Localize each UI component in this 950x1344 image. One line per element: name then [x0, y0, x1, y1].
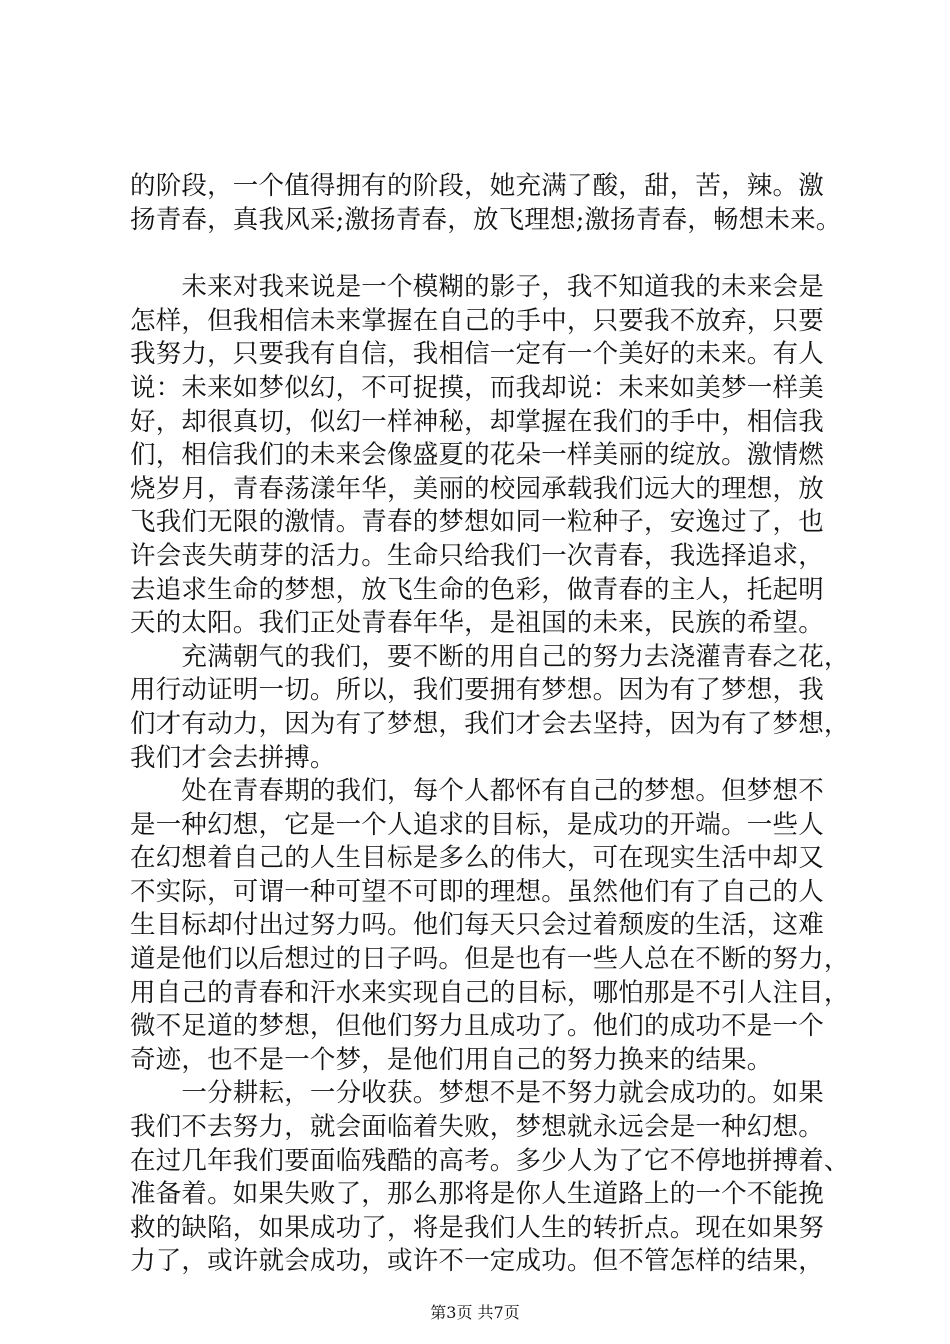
text-line: 奇迹，也不是一个梦，是他们用自己的努力换来的结果。 — [130, 1044, 773, 1075]
text-line: 在幻想着自己的人生目标是多么的伟大，可在现实生活中却又 — [130, 843, 824, 874]
text-line: 生目标却付出过努力吗。他们每天只会过着颓废的生活，这难 — [130, 910, 824, 941]
text-line: 用行动证明一切。所以，我们要拥有梦想。因为有了梦想，我 — [130, 675, 824, 706]
text-line: 们才有动力，因为有了梦想，我们才会去坚持，因为有了梦想， — [130, 708, 850, 739]
text-line: 好，却很真切，似幻一样神秘，却掌握在我们的手中，相信我 — [130, 406, 824, 437]
text-line: 去追求生命的梦想，放飞生命的色彩，做青春的主人，托起明 — [130, 574, 824, 605]
text-line: 我们不去努力，就会面临着失败，梦想就永远会是一种幻想。 — [130, 1112, 824, 1143]
text-line: 微不足道的梦想，但他们努力且成功了。他们的成功不是一个 — [130, 1011, 824, 1042]
text-line: 一分耕耘，一分收获。梦想不是不努力就会成功的。如果 — [130, 1078, 824, 1109]
paragraph — [130, 1077, 870, 1279]
text-line: 扬青春，真我风采;激扬青春，放飞理想;激扬青春，畅想未来。 — [130, 204, 842, 235]
page-number-footer: 第3页 共7页 — [430, 1303, 520, 1322]
text-line: 充满朝气的我们，要不断的用自己的努力去浇灌青春之花， — [130, 641, 850, 672]
text-line: 怎样，但我相信未来掌握在自己的手中，只要我不放弃，只要 — [130, 305, 824, 336]
text-line: 用自己的青春和汗水来实现自己的目标，哪怕那是不引人注目， — [130, 977, 850, 1008]
text-line: 救的缺陷，如果成功了，将是我们人生的转折点。现在如果努 — [130, 1212, 824, 1243]
paragraph — [130, 170, 870, 237]
text-line: 准备着。如果失败了，那么那将是你人生道路上的一个不能挽 — [130, 1179, 824, 1210]
paragraph — [130, 641, 870, 775]
text-line: 的阶段，一个值得拥有的阶段，她充满了酸，甜，苦，辣。激 — [130, 171, 824, 201]
text-line: 未来对我来说是一个模糊的影子，我不知道我的未来会是 — [130, 272, 824, 303]
text-line: 处在青春期的我们，每个人都怀有自己的梦想。但梦想不 — [130, 776, 824, 807]
document-body — [130, 170, 870, 1279]
text-line: 我努力，只要我有自信，我相信一定有一个美好的未来。有人 — [130, 339, 824, 370]
paragraph-spacer — [130, 237, 870, 271]
text-line: 是一种幻想，它是一个人追求的目标，是成功的开端。一些人 — [130, 809, 824, 840]
text-line: 烧岁月，青春荡漾年华，美丽的校园承载我们远大的理想，放 — [130, 473, 824, 504]
text-line: 说：未来如梦似幻，不可捉摸，而我却说：未来如美梦一样美 — [130, 372, 824, 403]
text-line: 道是他们以后想过的日子吗。但是也有一些人总在不断的努力， — [130, 944, 850, 975]
paragraph — [130, 775, 870, 1077]
text-line: 们，相信我们的未来会像盛夏的花朵一样美丽的绽放。激情燃 — [130, 440, 824, 471]
text-line: 我们才会去拼搏。 — [130, 742, 336, 773]
text-line: 天的太阳。我们正处青春年华，是祖国的未来，民族的希望。 — [130, 608, 824, 639]
text-line: 飞我们无限的激情。青春的梦想如同一粒种子，安逸过了，也 — [130, 507, 824, 538]
text-line: 力了，或许就会成功，或许不一定成功。但不管怎样的结果， — [130, 1246, 824, 1277]
text-line: 在过几年我们要面临残酷的高考。多少人为了它不停地拼搏着、 — [130, 1145, 850, 1176]
text-line: 不实际，可谓一种可望不可即的理想。虽然他们有了自己的人 — [130, 876, 824, 907]
text-line: 许会丧失萌芽的活力。生命只给我们一次青春，我选择追求， — [130, 540, 824, 571]
paragraph — [130, 271, 870, 641]
